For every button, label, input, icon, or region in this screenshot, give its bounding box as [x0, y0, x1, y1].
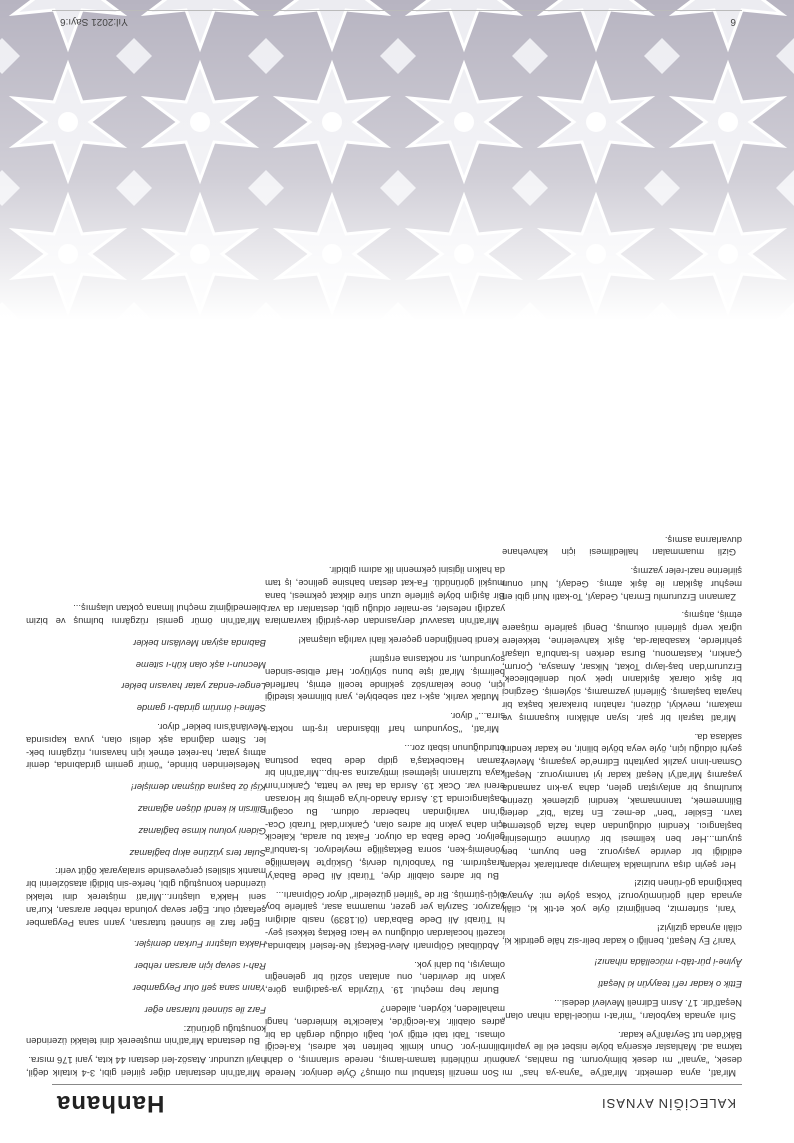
magazine-logo: Hanhana: [56, 1090, 165, 1117]
paragraph: Zamanın Erzurumlu Emrah, Gedayî, To-katlı Nuri gibi en meşhur âşıkları ile âşık atmış. Gedayî, Nuri onun şiirlerine nazi-reler yazmış.: [502, 566, 742, 603]
footer-divider: [52, 10, 742, 11]
verse-line: Kişi öz başına düşman demişler!: [131, 782, 266, 794]
verse-line: Lenger-endaz yatar havasın bekler: [121, 681, 266, 693]
verse-line: Gideni yolunu kimse bağlamaz: [138, 825, 266, 837]
verse-line: Rah-ı sevap için ararsan rehber: [134, 961, 266, 973]
verse-line: Sular ters yüzüne akıp bağlamaz: [129, 847, 266, 859]
paragraph: Kendi benliğinden geçerek ilahi varlığa ulaşmak!: [298, 635, 499, 647]
paragraph: Her şeyin dışa vurulmakla kalmayıp abartılarak reklam edildiği bir devirde yaşıyoruz. Ben buyum, ben şuyum...Her ben kelimesi bir övünme cümlesinin başlangıcı. Kendini olduğundan daha fazla gösterme tavrı. Eskiler "ben" de-mez. En fazla "biz" derler. Bilinmemek, tanınmamak, kendini gizlemek üzerine kurulmuş bir anlayıştan gelen, daha ya-kın zamanda yaşamış Mir'atî'yi Neşatî kadar iyi tanımıyoruz. Neşatî, Osman-lının yazlık payitahtı Edirne'de yaşamış, Mevlevî şeyhi olduğu için, öyle veya böyle bilinir, ne kadar kendini saklasa da.: [502, 731, 742, 871]
paragraph: Yani, sürtermiz, benliğimizi öyle yok et-tik ki, cilâlı aynada dahi görünmüyoruz! Yoksa şöyle mi: Aynaya baktığında gö-rünen biziz!: [502, 878, 742, 916]
article-column-3: [26, 595, 266, 1079]
verse-line: Mecnun-ı aşk olan kûh-ı siteme: [135, 659, 266, 671]
paragraph: Eğer farz ile sünneti tutarsan, yarın sana Peygamber şefaatçi olur. Eğer sevap yolunda rehber ararsan, Kur'an seni Hakk'a ulaştırır...Mir'atî müşterek dini telakki üzerinden konuştuğu gibi, herke-sin bildiği atasözlerini bir mantık silsilesi çerçevesinde sıralayarak öğüt verir:: [26, 866, 266, 929]
verse-line: Ettik o kadar ref'i teayyün ki Neşatî: [597, 979, 742, 991]
paragraph: Mir'atî taşralı bir şair. Isyan ahlâkını kuşanmış ve makamı, mevkiyi, düzeni, rahatını bırakarak başka bir hayata başlamış. Şiirlerini yazmamış, söylemiş. Gezginci bir âşık olarak âşıklanın ipek yolu denilebilecek, Erzurum'dan baş-layıp Tokat, Niksar, Amasya, Çorum, Çankırı, Kastamonu, Bursa derken İs-tanbul'a ulaşan şehirlerde, kasabalar-da, âşık kahvelerine, tekkelere uğrak verip şiirlerini okumuş, Dengi şairlerle müşaere etmiş, atışmış.: [502, 610, 742, 724]
geometric-pattern-decoration: [0, 0, 794, 320]
paragraph: Mir'atî, "Soyundum harf libâsından irş-tim nokta-i sırra..." diyor.: [265, 711, 505, 736]
paragraph: Mir'atî, ayna demektir. Mir'atî'ye "ayna-ya has" mı desek, "aynalı" mı desek bilmiyorum. Bu mahlas, yanı takma ad. Mahlaslar ekseriya böyle nisbet eki ile yapılır: Bâkî'den tut Seyrânî'ye kadar.: [502, 1029, 742, 1079]
paragraph: Bunlar hep meçhul. 19. Yüzyılda ya-şadığına göre, yakın bir devirden, onu anlatan sözlü bir geleneğin olmayışı, bu dahi yok.: [265, 959, 505, 997]
verse-line: Sefine-i ömrüm girdab-ı gamde: [136, 703, 266, 715]
page-number: 6: [730, 16, 736, 27]
verse-line: Bilirsin ki kendi düşen ağlamaz: [137, 804, 266, 816]
verse-line: Âyine-i pür-tâb-ı mücellâda nihanız!: [594, 957, 742, 969]
paragraph: Mutlak varlık, aşk-ı zatı sebebiyle, yani bilinmek istediği için, önce kelam/söz şeklinde tecelli etmiş, harflerle belirmiş. Mir'atî işte bunu söylüyor. Harf elbise-sinden soyundum, sır noktasına erıştim!: [265, 654, 505, 704]
paragraph: Nefeslerinden birinde, "ömür gemim girdabında, demir atmış yatar, ha-reket etmek için havasını, rüzgârını bek-ler. Sitem dağında aşk delisi olan, yuva kapısında Mevlânâ'sını bekler" diyor.: [26, 722, 266, 772]
paragraph: Gizli muammaları halledilmesi için kahvehane duvarlarına asmış.: [502, 534, 742, 559]
paragraph: Sırlı aynada kayboları, "mir'at-ı mücel-lâda nihan olan" Neşatî'dir. 17. Asrın Edirneli Mevlevî dedesi...: [502, 998, 742, 1022]
verse-line: Farz ile sünneti tutarsan eğer: [144, 1004, 266, 1016]
paragraph: Abdülbaki Gölpınarlı Alevi-Bektaşî Ne-feslerî kitabında, icazetli hocalardan olduğunu ve Hacı Bektaş tekkesi şey-hi Türabî Ali Dede Baba'dan (öl.1839) nasib aldığını yazıyor. Sazıyla yer gezer, muamma asar, şairlerle boy ölçü-şürmüş. Bir de "şiirleri güzeledir" diyor Gölpınarlı...: [265, 889, 505, 952]
article-column-1: [502, 527, 742, 1079]
paragraph: Mir'atî'nin tasavvuf deryasından dev-şirdiği kavramlara yazdığı nefesler, se-mailer olduğu gibi, destanları da var. Bir âşığın böyle şiirlerle uzun süre dikkat çekmesi, bana muşkil görünüdü. Fa-kat destan bahsine gelince, iş tam da halkın ilgisini çekmenin ilk adımı gibidir.: [265, 565, 505, 628]
magazine-title: KALECİĞİN AYNASI: [601, 1096, 736, 1111]
verse-line: Yanın sana şefî olur Peygamber: [132, 983, 266, 995]
article-column-2: [265, 558, 505, 1079]
paragraph: Mir'atî'nin destanları diğer şiirleri gibi, 3-4 kıtalık değil, hayli uzundur. Atasöz-leri destanı 44 kıta, yani 176 mısra.: [26, 1055, 266, 1079]
paragraph: Yani? Ey Neşatî, benliği o kadar belir-siz hâle getirdik ki, cilâlı aynada gizliyiz!: [502, 922, 742, 947]
paragraph: Son menzili İstanbul mu olmuş? Öyle deniyor. Nerede ömür mühletini tamam-lamış, nerede sırlanmış, o dahi bilinmi-yor. Onun kimlik belirten tek adresi, Ka-leciği olması. Tabi tabi ettiği yol, bağlı olduğu dergâh da bir adres olabilir. Ka-leciği'de, Kalecik'te kimlerden, hangi mahalleden, köyden, aileden?: [265, 1004, 505, 1079]
paragraph: Bu bir adres olabilir diye, Türabî Ali Dede Baba'yı araştırdım. Bu Yanbolu'lu derviş, Üsküp'te Melamiliğe yönelmiş-ken, sonra Bektaşiliğe meyledıyor. İs-tanbul'a geliyor. Dede Baba da oluyor. Fakat bu arada, Kalecik için daha yakın bir adres olan, Çankırı'daki Turabî Oca-ğı'nın varlığından haberdar oldum. Bu ocağın başlangıcında 13. Asırda Anado-lu'ya gelmiş bir Horasan ereni var. Ocak 19. Asırda da faal ve hatta, Çankırı'nın kaya tuzlarının işletmesi imtiyazına sa-hip...Mir'atî'nin bir zaman Hacıbektaş'a gidip dede baba postuna oturduğunun isbatı zor...: [265, 742, 505, 882]
verse-line: Hakka ulaştırır Furkan demişler.: [133, 939, 266, 951]
header-divider: [52, 1084, 742, 1085]
verse-line: Babında aşiyan Mevlâsın bekler: [133, 637, 266, 649]
paragraph: Bu destanda Mir'atî'nin muşteerek dini telakki üzerinden konuştuğu görünüz:: [26, 1023, 266, 1048]
issue-label: Yıl:2021 Sayı:6: [60, 16, 128, 27]
paragraph: Mir'atî'nin ömür gemisi rüzgârını bulmuş ve bizim bilemediğimiz meçhul limana çoktan ulaşmış...: [26, 603, 266, 628]
